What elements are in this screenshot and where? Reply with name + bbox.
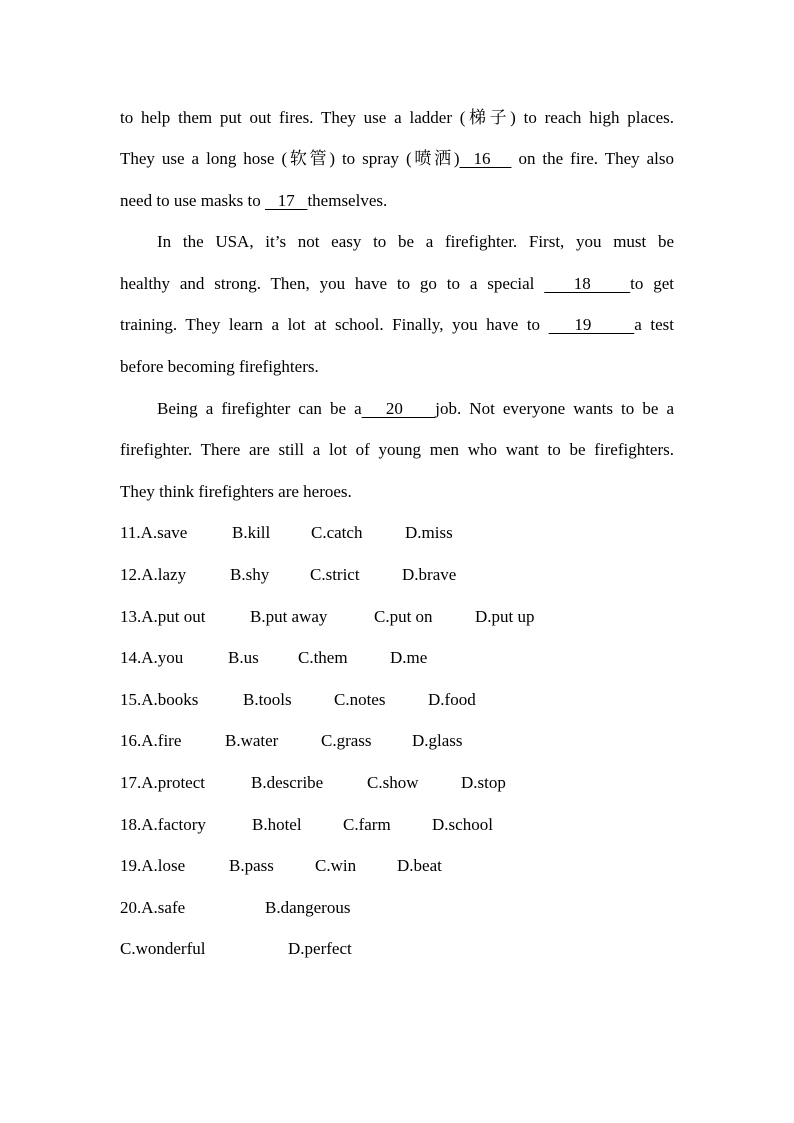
passage-line-9: [120, 439, 674, 461]
passage-line-4: [157, 231, 674, 253]
option-a: 20.A.safe: [120, 898, 186, 917]
option-a: 14.A.you: [120, 648, 184, 667]
passage-text: need to use masks to: [120, 191, 265, 210]
blank-20: 20: [361, 399, 436, 418]
option-b: B.hotel: [252, 815, 302, 834]
passage-line-1: [120, 107, 674, 129]
option-b: B.dangerous: [265, 898, 351, 917]
option-b: B.put away: [250, 607, 328, 626]
passage-text: to get: [630, 274, 674, 293]
option-c: C.catch: [311, 523, 363, 542]
passage-text: They use a long hose (软管) to spray (喷洒): [120, 149, 460, 168]
option-c: C.put on: [374, 607, 433, 626]
option-d: D.me: [390, 648, 428, 667]
blank-19: 19: [548, 315, 635, 334]
passage-text: healthy and strong. Then, you have to go to a special: [120, 274, 545, 293]
option-b: B.pass: [229, 856, 274, 875]
option-b: B.tools: [243, 690, 292, 709]
option-c: C.grass: [321, 731, 372, 750]
passage-line-2: [120, 148, 674, 170]
option-d: D.miss: [405, 523, 453, 542]
option-a: 13.A.put out: [120, 607, 206, 626]
option-a: 16.A.fire: [120, 731, 182, 750]
option-b: B.kill: [232, 523, 271, 542]
option-d: D.put up: [475, 607, 535, 626]
option-c: C.them: [298, 648, 348, 667]
passage-text: a test: [634, 315, 674, 334]
option-a: 18.A.factory: [120, 815, 206, 834]
blank-18: 18: [544, 274, 631, 293]
option-d: D.food: [428, 690, 476, 709]
option-c: C.show: [367, 773, 419, 792]
option-a: 11.A.save: [120, 523, 188, 542]
option-d: D.school: [432, 815, 493, 834]
option-c: C.wonderful: [120, 939, 206, 958]
option-b: B.water: [225, 731, 279, 750]
option-d: D.brave: [402, 565, 457, 584]
option-d: D.beat: [397, 856, 442, 875]
passage-line-10: [120, 481, 674, 503]
passage-line-5: [120, 273, 674, 295]
blank-17: 17: [264, 191, 308, 210]
passage-text: on the fire. They also: [511, 149, 674, 168]
passage-text: They think firefighters are heroes.: [120, 482, 352, 501]
option-c: C.win: [315, 856, 357, 875]
passage-text: job. Not everyone wants to be a: [435, 399, 674, 418]
passage-text: firefighter. There are still a lot of young men who want to be firefighters.: [120, 440, 674, 459]
passage-text: to help them put out fires. They use a ladder (梯子) to reach high places.: [120, 108, 674, 127]
blank-16: 16: [459, 149, 512, 168]
passage-line-3: [120, 190, 674, 212]
option-b: B.shy: [230, 565, 270, 584]
option-a: 17.A.protect: [120, 773, 205, 792]
option-d: D.stop: [461, 773, 506, 792]
option-c: C.strict: [310, 565, 360, 584]
option-c: C.farm: [343, 815, 391, 834]
passage-line-6: [120, 314, 674, 336]
option-a: 12.A.lazy: [120, 565, 187, 584]
passage-text: before becoming firefighters.: [120, 357, 319, 376]
option-c: C.notes: [334, 690, 386, 709]
passage-line-7: [120, 356, 674, 378]
passage-text: themselves.: [307, 191, 388, 210]
option-d: D.glass: [412, 731, 463, 750]
option-a: 15.A.books: [120, 690, 199, 709]
passage-line-8: [157, 398, 674, 420]
passage-text: Being a firefighter can be a: [157, 399, 362, 418]
option-b: B.describe: [251, 773, 324, 792]
option-d: D.perfect: [288, 939, 352, 958]
option-a: 19.A.lose: [120, 856, 186, 875]
option-b: B.us: [228, 648, 259, 667]
passage-text: In the USA, it’s not easy to be a firefighter. First, you must be: [157, 232, 674, 251]
passage-text: training. They learn a lot at school. Finally, you have to: [120, 315, 549, 334]
